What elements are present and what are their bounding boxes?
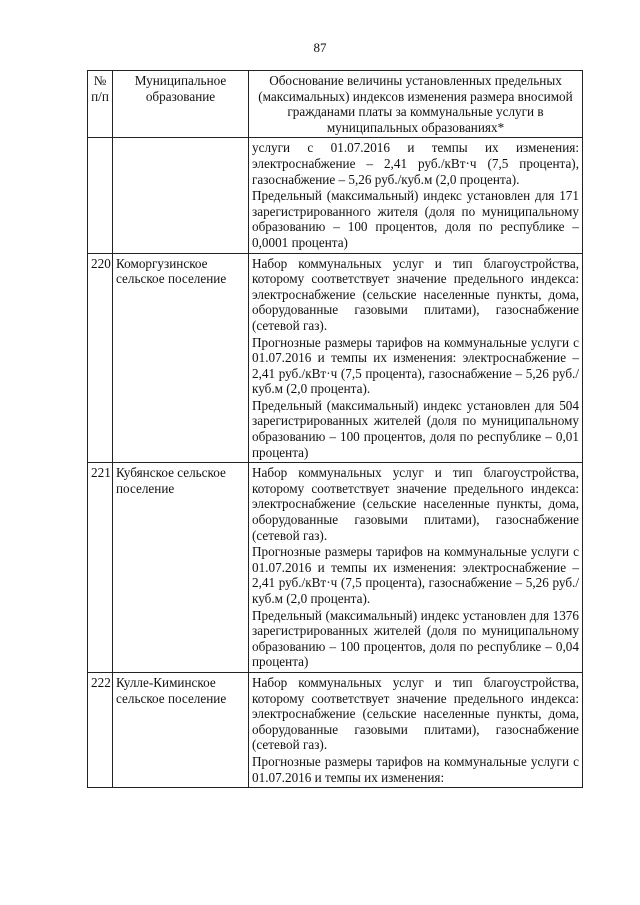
page-number: 87: [313, 40, 327, 55]
paragraph: Прогнозные размеры тарифов на коммунальные услуги с 01.07.2016 и темпы их изменения: электроснабжение – 2,41 руб./кВт·ч (7,5 процента), газоснабжение – 5,26 руб./куб.м (2,0 процента).: [252, 544, 579, 606]
row-justification: [249, 463, 583, 673]
row-number: 222: [88, 672, 113, 787]
paragraph: Набор коммунальных услуг и тип благоустройства, которому соответствует значение предельного индекса: электроснабжение (сельские населенные пункты, дома, оборудованные газовыми плитами), газоснабжение (сетевой газ).: [252, 255, 579, 333]
paragraph: Предельный (максимальный) индекс установлен для 504 зарегистрированных жителей (доля по муниципальному образованию – 100 процентов, доля по республике – 0,01 процента): [252, 397, 579, 460]
row-municipality: Кулле-Киминское сельское поселение: [113, 672, 249, 787]
row-justification: [249, 138, 583, 253]
table-row: [88, 463, 583, 673]
header-municipality: Муниципальное образование: [113, 71, 249, 138]
table-header-row: [88, 71, 583, 138]
header-justification: Обоснование величины установленных предельных (максимальных) индексов изменения размера вносимой гражданами платы за коммунальные услуги в муниципальных образованиях*: [249, 71, 583, 138]
paragraph: Предельный (максимальный) индекс установлен для 171 зарегистрированного жителя (доля по муниципальному образованию – 100 процентов, доля по республике – 0,0001 процента): [252, 188, 579, 250]
table-row: [88, 672, 583, 787]
paragraph: Набор коммунальных услуг и тип благоустройства, которому соответствует значение предельного индекса: электроснабжение (сельские населенные пункты, дома, оборудованные газовыми плитами), газоснабжение (сетевой газ).: [252, 674, 579, 753]
table-row: [88, 253, 583, 463]
paragraph: Набор коммунальных услуг и тип благоустройства, которому соответствует значение предельного индекса: электроснабжение (сельские населенные пункты, дома, оборудованные газовыми плитами), газоснабжение (сетевой газ).: [252, 465, 579, 543]
row-justification: [249, 672, 583, 787]
row-municipality: Коморгузинское сельское поселение: [113, 253, 249, 463]
row-justification: [249, 253, 583, 463]
row-municipality: Кубянское сельское поселение: [113, 463, 249, 673]
header-number: № п/п: [88, 71, 113, 138]
paragraph: Прогнозные размеры тарифов на коммунальные услуги с 01.07.2016 и темпы их изменения:: [252, 753, 579, 785]
row-number: [88, 138, 113, 253]
paragraph: услуги с 01.07.2016 и темпы их изменения: электроснабжение – 2,41 руб./кВт·ч (7,5 процента), газоснабжение – 5,26 руб./куб.м (2,0 процента).: [252, 140, 579, 187]
row-municipality: [113, 138, 249, 253]
paragraph: Предельный (максимальный) индекс установлен для 1376 зарегистрированных жителей (доля по муниципальному образованию – 100 процентов, доля по республике – 0,04 процента): [252, 607, 579, 670]
table-row: [88, 138, 583, 253]
row-number: 220: [88, 253, 113, 463]
row-number: 221: [88, 463, 113, 673]
tariff-index-table: [87, 70, 583, 788]
paragraph: Прогнозные размеры тарифов на коммунальные услуги с 01.07.2016 и темпы их изменения: электроснабжение – 2,41 руб./кВт·ч (7,5 процента), газоснабжение – 5,26 руб./куб.м (2,0 процента).: [252, 334, 579, 397]
